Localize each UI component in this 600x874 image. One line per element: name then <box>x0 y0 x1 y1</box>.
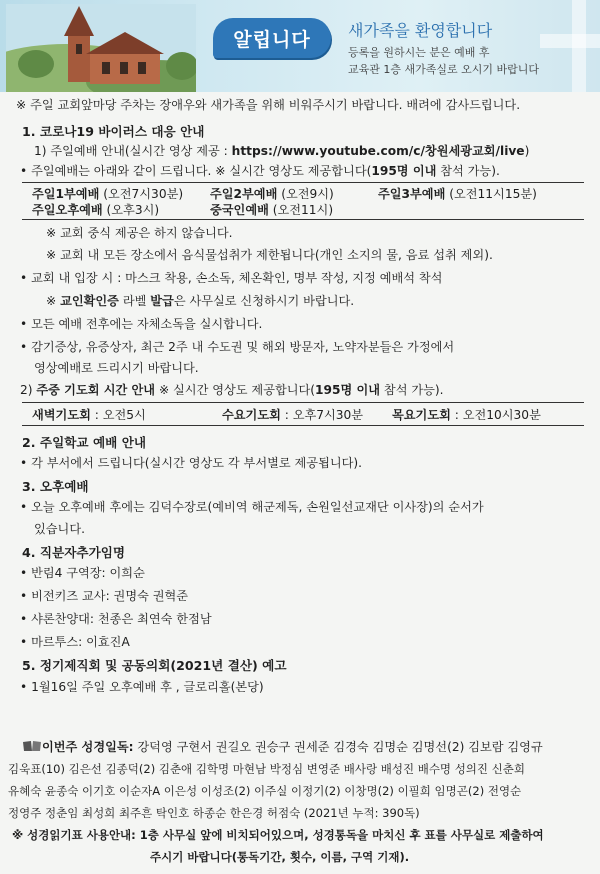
section-2-title: 2. 주일학교 예배 안내 <box>22 435 147 450</box>
prayer-time: : 오전5시 <box>90 408 146 422</box>
welcome-line-2: 교육관 1층 새가족실로 오시기 바랍니다 <box>348 63 539 76</box>
service-name: 주일3부예배 <box>378 187 446 201</box>
appointment-item: • 마르투스: 이효진A <box>20 635 130 649</box>
sub2-c: ※ 실시간 영상도 제공합니다( <box>155 383 316 397</box>
worship-notice-a: • 주일예배는 아래와 같이 드립니다. ※ 실시간 영상도 제공합니다( <box>20 164 372 178</box>
header-banner <box>0 0 600 92</box>
welcome-line-1: 등록을 원하시는 분은 예배 후 <box>348 46 490 59</box>
label-e: 은 사무실로 신청하시기 바랍니다. <box>173 294 355 308</box>
note-lunch: ※ 교회 중식 제공은 하지 않습니다. <box>46 226 233 240</box>
label-a: ※ <box>46 294 61 308</box>
prayer-time: : 오전10시30분 <box>450 408 541 422</box>
appointment-item: • 비전키즈 교사: 권명숙 권혁준 <box>20 589 189 603</box>
sub2-a: 2) <box>20 383 37 397</box>
reading-line-2: 김욱표(10) 김은선 김종덕(2) 김춘애 김학명 마현남 박정심 변영준 배사랑 배성진 배수명 성의진 신춘희 <box>8 762 526 776</box>
reading-guide-1: ※ 성경읽기표 사용안내: 1층 사무실 앞에 비치되어있으며, 성경통독을 마치신 후 표를 사무실로 제출하여 <box>12 828 544 842</box>
service-time: (오전7시30분) <box>99 187 184 201</box>
reading-line-3: 유혜숙 윤종숙 이기호 이순자A 이은성 이성조(2) 이주실 이정기(2) 이창명(2) 이필희 임명곤(2) 전영순 <box>8 784 522 798</box>
service-1 <box>32 185 183 202</box>
service-time: (오후3시) <box>102 203 160 217</box>
prayer-3 <box>392 406 541 423</box>
service-name: 주일1부예배 <box>32 187 100 201</box>
section-3-line-2: 있습니다. <box>34 522 85 536</box>
prayer-time: : 오후7시30분 <box>280 408 364 422</box>
welcome-subtitle <box>348 44 588 78</box>
sub2-e: 참석 가능). <box>380 383 444 397</box>
label-notice <box>46 292 354 309</box>
worship-notice <box>20 162 500 179</box>
section-5-title: 5. 정기제직회 및 공동의회(2021년 결산) 예고 <box>22 658 287 673</box>
sub1-suffix: ) <box>524 144 530 158</box>
reading-guide-2: 주시기 바랍니다(통독기간, 횟수, 이름, 구역 기재). <box>150 850 410 864</box>
sub2-line <box>20 381 444 398</box>
prayer-name: 새벽기도회 <box>32 408 91 422</box>
label-b: 교인확인증 <box>60 294 119 308</box>
sub1-prefix: 1) 주일예배 안내(실시간 영상 제공 : <box>34 144 232 158</box>
entry-rules: • 교회 내 입장 시 : 마스크 착용, 손소독, 체온확인, 명부 작성, 지정 예배석 착석 <box>20 271 443 285</box>
service-3 <box>378 185 537 202</box>
sub2-d: 195명 이내 <box>315 383 381 397</box>
sub1-line <box>34 142 529 159</box>
reading-line-4: 정영주 정춘임 최성희 최주흔 탁인호 하종순 한은경 허점숙 (2021년 누적: 390독) <box>8 806 420 820</box>
worship-notice-c: 참석 가능). <box>436 164 500 178</box>
appointment-item: • 반림4 구역장: 이희순 <box>20 566 145 580</box>
prayer-name: 목요기도회 <box>392 408 451 422</box>
open-book-icon <box>22 740 42 752</box>
service-time: (오전9시) <box>277 187 334 201</box>
section-3-line-1: • 오늘 오후예배 후에는 김덕수장로(예비역 해군제독, 손원일선교재단 이사장)의 순서가 <box>20 500 484 514</box>
section-2-line: • 각 부서에서 드립니다(실시간 영상도 각 부서별로 제공됩니다). <box>20 456 363 470</box>
section-1-title: 1. 코로나19 바이러스 대응 안내 <box>22 124 205 139</box>
section-3-title: 3. 오후예배 <box>22 479 89 494</box>
appointment-item: • 샤론찬양대: 천종은 최연숙 한점남 <box>20 612 212 626</box>
service-time: (오전11시) <box>268 203 334 217</box>
welcome-title: 새가족을 환영합니다 <box>348 21 493 40</box>
youtube-link[interactable]: https://www.youtube.com/c/창원세광교회/live <box>231 144 525 158</box>
service-4 <box>32 201 159 218</box>
section-4-title: 4. 직분자추가임명 <box>22 545 126 560</box>
cold-notice-2: 영상예배로 드리시기 바랍니다. <box>34 361 199 375</box>
label-d: 발급 <box>150 294 174 308</box>
cross-decoration-icon <box>540 34 600 48</box>
reading-names-1: 강덕영 구현서 권길오 권승구 권세준 김경숙 김명순 김명선(2) 김보람 김영규 <box>133 740 543 754</box>
worship-capacity: 195명 이내 <box>371 164 437 178</box>
cold-notice-1: • 감기증상, 유증상자, 최근 2주 내 수도권 및 해외 방문자, 노약자분들은 가정에서 <box>20 340 455 354</box>
sub2-b: 주중 기도회 시간 안내 <box>36 383 156 397</box>
service-name: 주일오후예배 <box>32 203 103 217</box>
prayer-2 <box>222 406 363 423</box>
church-illustration-icon <box>6 4 196 92</box>
service-2 <box>210 185 334 202</box>
label-c: 라벨 <box>118 294 151 308</box>
cross-decoration-vertical <box>572 0 586 92</box>
service-name: 주일2부예배 <box>210 187 278 201</box>
note-food: ※ 교회 내 모든 장소에서 음식물섭취가 제한됩니다(개인 소지의 물, 음료 섭취 제외). <box>46 248 493 262</box>
prayer-name: 수요기도회 <box>222 408 281 422</box>
reading-line-1 <box>22 738 543 755</box>
service-name: 중국인예배 <box>210 203 269 217</box>
notice-badge: 알립니다 <box>213 18 331 58</box>
parking-notice: ※ 주일 교회앞마당 주차는 장애우와 새가족을 위해 비워주시기 바랍니다. 배려에 감사드립니다. <box>16 98 521 112</box>
prayer-1 <box>32 406 146 423</box>
service-time: (오전11시15분) <box>445 187 537 201</box>
service-5 <box>210 201 333 218</box>
disinfect-notice: • 모든 예배 전후에는 자체소독을 실시합니다. <box>20 317 263 331</box>
section-5-line: • 1월16일 주일 오후예배 후 , 글로리홀(본당) <box>20 680 264 694</box>
reading-label: 이번주 성경일독: <box>42 740 134 754</box>
